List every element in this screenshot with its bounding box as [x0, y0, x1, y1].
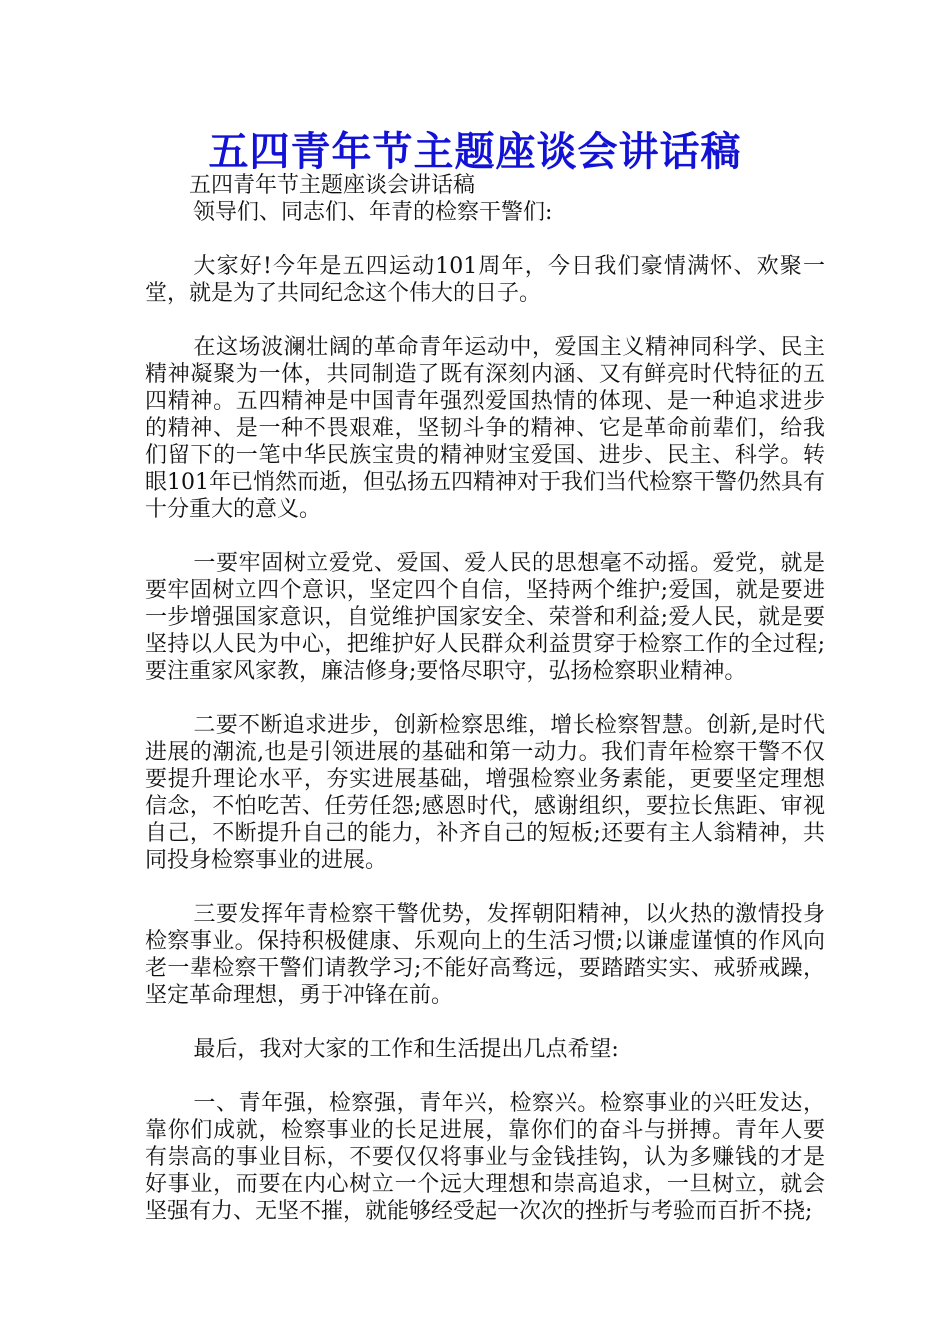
paragraph-greeting: 大家好!今年是五四运动101周年，今日我们豪情满怀、欢聚一堂，就是为了共同纪念这个伟大的日子。: [145, 254, 825, 306]
paragraph-hope-one: 一、青年强，检察强，青年兴，检察兴。检察事业的兴旺发达，靠你们成就，检察事业的长足进展，靠你们的奋斗与拼搏。青年人要有崇高的事业目标，不要仅仅将事业与金钱挂钩，认为多赚钱的才是好事业，而要在内心树立一个远大理想和崇高追求，一旦树立，就会坚强有力、无坚不摧，就能够经受起一次次的挫折与考验而百折不挠;: [145, 1091, 825, 1224]
paragraph-point-one: 一要牢固树立爱党、爱国、爱人民的思想毫不动摇。爱党，就是要牢固树立四个意识，坚定四个自信，坚持两个维护;爱国，就是要进一步增强国家意识，自觉维护国家安全、荣誉和利益;爱人民，就是要坚持以人民为中心，把维护好人民群众利益贯穿于检察工作的全过程;要注重家风家教，廉洁修身;要恪尽职守，弘扬检察职业精神。: [145, 551, 825, 684]
document-subtitle: 五四青年节主题座谈会讲话稿: [189, 173, 476, 198]
document-title: 五四青年节主题座谈会讲话稿: [208, 128, 742, 175]
document-body: [145, 172, 825, 1252]
paragraph-point-three: 三要发挥年青检察干警优势，发挥朝阳精神，以火热的激情投身检察事业。保持积极健康、乐观向上的生活习惯;以谦虚谨慎的作风向老一辈检察干警们请教学习;不能好高骛远，要踏踏实实、戒骄戒躁，坚定革命理想，勇于冲锋在前。: [145, 902, 825, 1008]
paragraph-may-fourth-spirit: 在这场波澜壮阔的革命青年运动中，爱国主义精神同科学、民主精神凝聚为一体，共同制造了既有深刻内涵、又有鲜亮时代特征的五四精神。五四精神是中国青年强烈爱国热情的体现、是一种追求进步的精神、是一种不畏艰难，坚韧斗争的精神、它是革命前辈们，给我们留下的一笔中华民族宝贵的精神财宝爱国、进步、民主、科学。转眼101年已悄然而逝，但弘扬五四精神对于我们当代检察干警仍然具有十分重大的意义。: [145, 335, 825, 522]
paragraph-point-two: 二要不断追求进步，创新检察思维，增长检察智慧。创新,是时代进展的潮流,也是引领进展的基础和第一动力。我们青年检察干警不仅要提升理论水平，夯实进展基础，增强检察业务素能，更要坚定理想信念，不怕吃苦、任劳任怨;感恩时代，感谢组织，要拉长焦距、审视自己，不断提升自己的能力，补齐自己的短板;还要有主人翁精神，共同投身检察事业的进展。: [145, 713, 825, 873]
paragraph-hopes-intro: 最后，我对大家的工作和生活提出几点希望:: [193, 1037, 619, 1062]
salutation: 领导们、同志们、年青的检察干警们:: [193, 200, 553, 225]
